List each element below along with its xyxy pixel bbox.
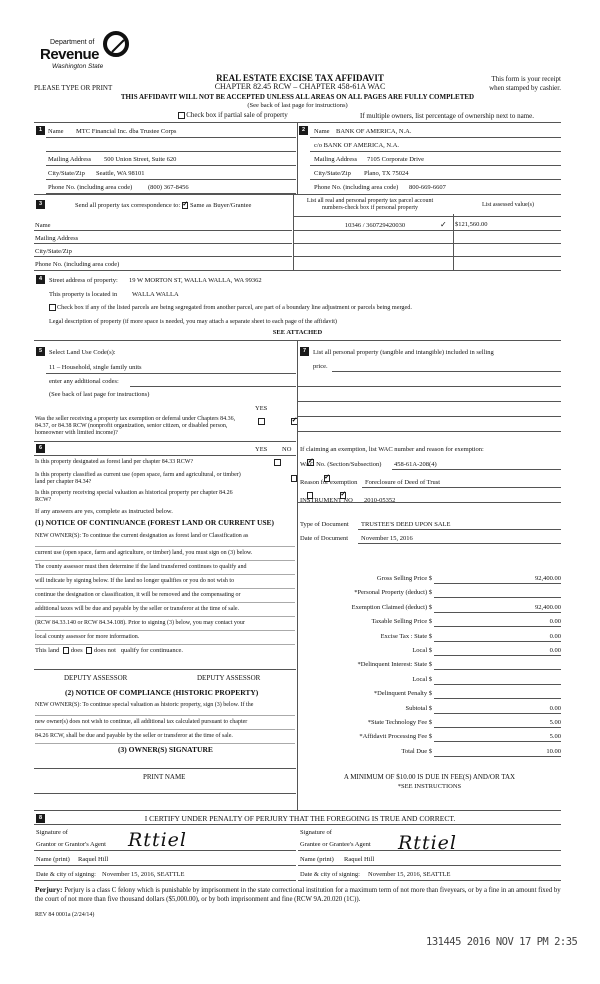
same-as-buyer-checkbox[interactable] xyxy=(182,202,189,209)
reason-label: Reason for exemption xyxy=(300,479,358,486)
price-label: price. xyxy=(313,363,328,370)
section6-no-header: NO xyxy=(282,446,292,453)
receipt-note-2: when stamped by cashier. xyxy=(489,84,561,92)
assessed-value: $121,560.00 xyxy=(455,221,488,228)
buyer-mailing: 7105 Corporate Drive xyxy=(367,156,425,163)
doc-type-label: Type of Document xyxy=(300,521,349,528)
grantor-date: November 15, 2016, SEATTLE xyxy=(102,871,185,878)
qualify-label: qualify for continuance. xyxy=(120,647,184,654)
located-label: This property is located in xyxy=(49,291,118,298)
current-use-question: Is this property classified as current use (open space, farm and agricultural, or timber) land per chapter 84.34? xyxy=(35,472,241,486)
does-checkbox[interactable] xyxy=(63,647,70,654)
grantor-sig-label-a: Signature of xyxy=(36,829,68,836)
tax-label: *State Technology Fee $ xyxy=(367,718,432,726)
multiple-owners-note: If multiple owners, list percentage of ownership next to name. xyxy=(360,112,534,120)
if-yes-note: If any answers are yes, complete as instructed below. xyxy=(35,508,173,515)
section-4-marker: 4 xyxy=(36,275,45,284)
grantor-name-label: Name (print) xyxy=(36,856,70,863)
wac-label: WAC No. (Section/Subsection) xyxy=(300,461,382,468)
please-print: PLEASE TYPE OR PRINT xyxy=(34,84,113,92)
instrument-label: INSTRUMENT NO xyxy=(300,497,353,504)
parcel-number: 10346 / 360729420030 xyxy=(344,222,406,229)
tax-row xyxy=(300,647,561,661)
notice1-line: local county assessor for more information. xyxy=(35,631,295,645)
agency-line1: Department of xyxy=(50,39,95,46)
notice2-line: new owner(s) does not wish to continue, all additional tax calculated pursuant to chapter xyxy=(35,716,295,730)
seller-phone: (800) 367-8456 xyxy=(148,184,189,191)
exemption-yes-checkbox[interactable] xyxy=(258,418,265,425)
segregated-label: Check box if any of the listed parcels are being segregated from another parcel, are part of a boundary line adjustment or parcels being merged. xyxy=(57,304,412,311)
tax-value xyxy=(434,661,561,670)
tax-mailing-label: Mailing Address xyxy=(35,235,79,242)
tax-row xyxy=(300,633,561,647)
agency-line3: Washington State xyxy=(52,63,104,70)
buyer-name-label: Name xyxy=(314,128,330,135)
notice1-title: (1) NOTICE OF CONTINUANCE (FOREST LAND OR CURRENT USE) xyxy=(35,518,275,527)
tax-value: 92,400.00 xyxy=(434,604,561,613)
buyer-mailing-label: Mailing Address xyxy=(314,156,358,163)
personal-property-checkbox[interactable]: ✓ xyxy=(440,220,447,229)
tax-value: 0.00 xyxy=(434,618,561,627)
tax-value xyxy=(434,690,561,699)
perjury-label: Perjury: xyxy=(35,885,63,894)
section6-yes-header: YES xyxy=(255,446,268,453)
segregated-row xyxy=(49,304,412,311)
tax-row xyxy=(300,719,561,733)
tax-value: 5.00 xyxy=(434,719,561,728)
received-stamp: 131445 2016 NOV 17 PM 2:35 xyxy=(426,936,578,948)
additional-codes-label: enter any additional codes: xyxy=(49,378,119,385)
owner-signature-title: (3) OWNER(S) SIGNATURE xyxy=(118,745,213,754)
tax-row xyxy=(300,604,561,618)
tax-phone-label: Phone No. (including area code) xyxy=(35,261,120,268)
notice1-line: current use (open space, farm and agriculture, or timber) land, you must sign on (3) below. xyxy=(35,547,295,561)
grantee-name-label: Name (print) xyxy=(300,856,334,863)
partial-sale-checkbox[interactable] xyxy=(178,112,185,119)
street-label: Street address of property: xyxy=(49,277,118,284)
section-2-marker: 2 xyxy=(299,126,308,135)
notice2-title: (2) NOTICE OF COMPLIANCE (HISTORIC PROPERTY) xyxy=(65,688,259,697)
section-1-marker: 1 xyxy=(36,126,45,135)
deputy-assessor-2: DEPUTY ASSESSOR xyxy=(197,674,261,682)
land-use-see-back: (See back of last page for instructions) xyxy=(49,391,150,398)
grantee-date-label: Date & city of signing: xyxy=(300,871,360,878)
segregated-checkbox[interactable] xyxy=(49,304,56,311)
notice2-line: NEW OWNER(S): To continue special valuation as historic property, sign (3) below. If the xyxy=(35,702,295,716)
grantee-date: November 15, 2016, SEATTLE xyxy=(368,871,451,878)
notice2-line: 84.26 RCW, shall be due and payable by the seller or transferor at the time of sale. xyxy=(35,730,295,744)
tax-value xyxy=(434,676,561,685)
seller-phone-label: Phone No. (including area code) xyxy=(48,184,133,191)
located-value: WALLA WALLA xyxy=(132,291,179,298)
land-use-code: 11 – Household, single family units xyxy=(49,364,142,371)
print-name-label: PRINT NAME xyxy=(143,773,186,781)
seller-mailing-label: Mailing Address xyxy=(48,156,92,163)
section-8-marker: 8 xyxy=(36,814,45,823)
tax-value: 0.00 xyxy=(434,647,561,656)
form-warning: THIS AFFIDAVIT WILL NOT BE ACCEPTED UNLESS ALL AREAS ON ALL PAGES ARE FULLY COMPLETED xyxy=(120,93,475,101)
notice1-line: The county assessor must then determine if the land transferred continues to qualify and xyxy=(35,561,295,575)
buyer-phone-label: Phone No. (including area code) xyxy=(314,184,399,191)
seller-name: MTC Financial Inc. dba Trustee Corps xyxy=(76,128,177,135)
tax-row xyxy=(300,748,561,762)
same-as-buyer-label: Same as Buyer/Grantee xyxy=(189,202,252,209)
partial-sale-row xyxy=(178,111,288,119)
tax-label: Exemption Claimed (deduct) $ xyxy=(351,603,432,611)
historic-question: Is this property receiving special valuation as historical property per chapter 84.26 RCW? xyxy=(35,490,233,504)
dor-logo-mark xyxy=(102,30,130,58)
legal-description-label: Legal description of property (if more space is needed, you may attach a separate sheet to each page of the affidavit) xyxy=(49,318,337,325)
grantee-sig-label-a: Signature of xyxy=(300,829,332,836)
tax-label: *Delinquent Penalty $ xyxy=(373,690,432,698)
form-chapter: CHAPTER 82.45 RCW – CHAPTER 458-61A WAC xyxy=(214,82,386,91)
agency-line2: Revenue xyxy=(40,46,100,63)
see-instructions: *SEE INSTRUCTIONS xyxy=(397,783,462,790)
section5-yes-header: YES xyxy=(255,405,268,412)
tax-label: *Affidavit Processing Fee $ xyxy=(359,733,432,741)
instructions-note: (See back of last page for instructions) xyxy=(247,102,348,109)
correspondence-row xyxy=(75,202,251,210)
form-title: REAL ESTATE EXCISE TAX AFFIDAVIT xyxy=(216,73,384,83)
grantor-signature: Rttiel xyxy=(128,829,187,851)
section-7-marker: 7 xyxy=(300,347,309,356)
tax-row xyxy=(300,733,561,747)
form-id: REV 84 0001a (2/24/14) xyxy=(35,912,95,918)
receipt-note-1: This form is your receipt xyxy=(491,75,561,83)
notice1-line: NEW OWNER(S): To continue the current designation as forest land or Classification as xyxy=(35,533,295,547)
tax-label: Excise Tax : State $ xyxy=(380,632,432,640)
tax-value: 10.00 xyxy=(434,748,561,757)
tax-row xyxy=(300,575,561,589)
section-6-marker: 6 xyxy=(36,444,45,453)
see-attached: SEE ATTACHED xyxy=(272,329,323,336)
seller-city: Seattle, WA 98101 xyxy=(96,170,145,177)
tax-label: Local $ xyxy=(412,646,432,654)
reason-value: Foreclosure of Deed of Trust xyxy=(365,479,441,486)
land-use-label: Select Land Use Code(s): xyxy=(49,349,116,356)
doc-type: TRUSTEE'S DEED UPON SALE xyxy=(361,521,451,528)
parcel-header: List all real and personal property tax parcel account numbers-check box if personal property xyxy=(306,198,434,212)
notice1-line: additional taxes will be due and payable by the seller or transferor at the time of sale. xyxy=(35,603,295,617)
perjury-text: Perjury is a class C felony which is punishable by imprisonment in the state correctional institution for a maximum term of not more than fiveyears, or by a fine in an amount fixed by the court of not more than five thousand dollars ($5,000.00), or by both imprisonment and fine (RCW 9A.20.020 (1C)). xyxy=(35,887,561,903)
wac-claim-label: If claiming an exemption, list WAC number and reason for exemption: xyxy=(300,446,484,453)
tax-value: 5.00 xyxy=(434,733,561,742)
certify-statement: I CERTIFY UNDER PENALTY OF PERJURY THAT THE FOREGOING IS TRUE AND CORRECT. xyxy=(144,814,456,823)
tax-label: *Delinquent Interest: State $ xyxy=(357,661,432,669)
notice1-line: continue the designation or classification, it will be removed and the compensating or xyxy=(35,589,295,603)
does-not-label: does not xyxy=(94,647,116,654)
buyer-city: Plano, TX 75024 xyxy=(364,170,409,177)
grantee-signature: Rttiel xyxy=(398,832,457,854)
notice1-line: will indicate by signing below. If the land no longer qualifies or you do not wish to xyxy=(35,575,295,589)
buyer-city-label: City/State/Zip xyxy=(314,170,351,177)
buyer-phone: 800-669-6607 xyxy=(409,184,446,191)
assessed-header: List assessed value(s) xyxy=(482,202,534,208)
dor-logo xyxy=(36,30,131,74)
seller-name-label: Name xyxy=(48,128,64,135)
correspondence-label: Send all property tax correspondence to: xyxy=(75,202,181,209)
instrument-number: 2010-05352 xyxy=(364,497,396,504)
tax-value: 0.00 xyxy=(434,633,561,642)
tax-row xyxy=(300,705,561,719)
seller-mailing: 500 Union Street, Suite 620 xyxy=(104,156,177,163)
grantor-date-label: Date & city of signing: xyxy=(36,871,96,878)
tax-city-label: City/State/Zip xyxy=(35,248,72,255)
notice1-text xyxy=(35,533,295,645)
does-not-checkbox[interactable] xyxy=(86,647,93,654)
partial-sale-label: Check box if partial sale of property xyxy=(186,111,288,119)
this-land-label: This land xyxy=(35,647,60,654)
does-label: does xyxy=(70,647,83,654)
tax-row xyxy=(300,589,561,603)
section-5-marker: 5 xyxy=(36,347,45,356)
tax-row xyxy=(300,661,561,675)
continuance-row xyxy=(35,647,183,655)
deputy-assessor-1: DEPUTY ASSESSOR xyxy=(64,674,128,682)
perjury-notice xyxy=(35,885,561,905)
tax-name-label: Name xyxy=(35,222,51,229)
tax-label: Subtotal $ xyxy=(405,704,432,712)
exemption-question: Was the seller receiving a property tax exemption or deferral under Chapters 84.36, 84.37, or 84.38 RCW (nonprofit organization, senior citizen, or disabled person, homeowner with limited income)? xyxy=(35,416,236,437)
grantee-name: Raquel Hill xyxy=(344,856,375,863)
tax-row xyxy=(300,618,561,632)
seller-city-label: City/State/Zip xyxy=(48,170,85,177)
tax-label: Total Due $ xyxy=(401,747,432,755)
tax-value: 92,400.00 xyxy=(434,575,561,584)
tax-value: 0.00 xyxy=(434,705,561,714)
personal-property-label: List all personal property (tangible and intangible) included in selling xyxy=(313,349,494,356)
forest-land-question: Is this property designated as forest land per chapter 84.33 RCW? xyxy=(35,459,194,465)
buyer-co: c/o BANK OF AMERICA, N.A. xyxy=(314,142,400,149)
street-address: 19 W MORTON ST, WALLA WALLA, WA 99362 xyxy=(129,277,262,284)
wac-number: 458-61A-208(4) xyxy=(394,461,437,468)
tax-row xyxy=(300,676,561,690)
notice2-text xyxy=(35,702,295,744)
forest-yes-checkbox[interactable] xyxy=(274,459,281,466)
tax-label: Taxable Selling Price $ xyxy=(371,618,432,626)
doc-date: November 15, 2016 xyxy=(361,535,413,542)
tax-label: *Personal Property (deduct) $ xyxy=(354,589,432,597)
grantor-name: Raquel Hill xyxy=(78,856,109,863)
minimum-note: A MINIMUM OF $10.00 IS DUE IN FEE(S) AND/OR TAX xyxy=(343,773,516,781)
buyer-name: BANK OF AMERICA, N.A. xyxy=(336,128,412,135)
tax-table xyxy=(300,575,561,762)
section-3-marker: 3 xyxy=(36,200,45,209)
grantor-sig-label-b: Grantor or Grantor's Agent xyxy=(36,841,106,848)
notice1-line: (RCW 84.33.140 or RCW 84.34.108). Prior to signing (3) below, you may contact your xyxy=(35,617,295,631)
tax-label: Local $ xyxy=(412,675,432,683)
grantee-sig-label-b: Grantee or Grantee's Agent xyxy=(300,841,371,848)
tax-value xyxy=(434,589,561,598)
tax-row xyxy=(300,690,561,704)
tax-label: Gross Selling Price $ xyxy=(376,575,432,582)
doc-date-label: Date of Document xyxy=(300,535,349,542)
